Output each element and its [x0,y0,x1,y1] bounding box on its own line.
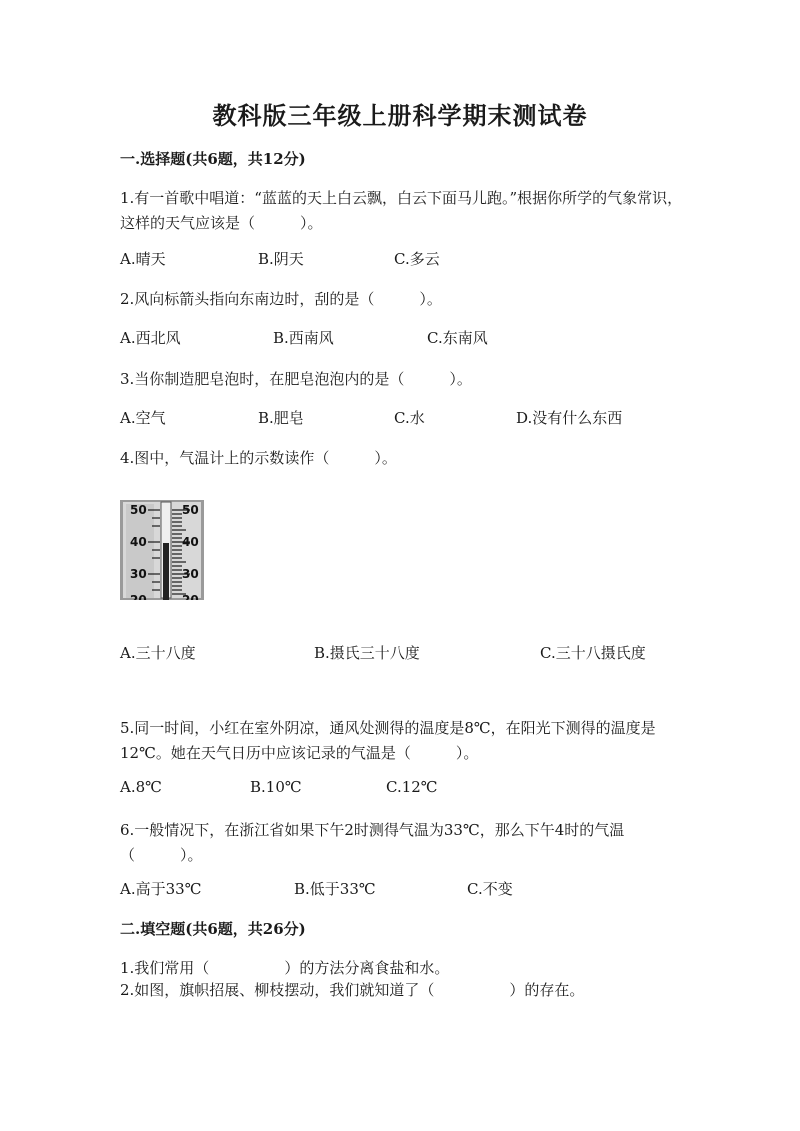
question-2-option-a: A.西北风 [120,329,181,347]
question-5-option-c: C.12℃ [386,778,438,796]
question-3-text: 3.当你制造肥皂泡时，在肥皂泡泡内的是（ ）。 [120,370,472,388]
question-3-option-d: D.没有什么东西 [516,409,623,427]
thermometer-figure [120,500,204,600]
question-1-option-b: B.阴天 [258,250,304,268]
question-3-option-b: B.肥皂 [258,409,304,427]
question-4-option-a: A.三十八度 [120,644,196,662]
section-heading-choice: 一.选择题(共6题，共12分) [120,150,306,168]
section-heading-fill: 二.填空题(共6题，共26分) [120,920,306,938]
question-4-option-c: C.三十八摄氏度 [540,644,646,662]
thermometer-label-40-right: 40 [182,535,199,549]
question-4-text: 4.图中，气温计上的示数读作（ ）。 [120,449,397,467]
fill-question-1-text: 1.我们常用（ ）的方法分离食盐和水。 [120,959,450,977]
question-5-option-b: B.10℃ [250,778,302,796]
question-6-text: 6.一般情况下，在浙江省如果下午2时测得气温为33℃，那么下午4时的气温（ ）。 [120,821,625,864]
fill-question-2-text: 2.如图，旗帜招展、柳枝摆动，我们就知道了（ ）的存在。 [120,981,585,999]
question-1-text: 1.有一首歌中唱道：“蓝蓝的天上白云飘，白云下面马儿跑。”根据你所学的气象常识，这样的天气应该是（ ）。 [120,189,683,232]
question-2-text: 2.风向标箭头指向东南边时，刮的是（ ）。 [120,290,442,308]
question-3-option-c: C.水 [394,409,425,427]
question-1-option-c: C.多云 [394,250,440,268]
question-6-option-c: C.不变 [467,880,513,898]
thermometer-label-20-right: 20 [182,593,199,600]
thermometer-label-40: 40 [130,535,147,549]
thermometer-label-50-right: 50 [182,503,199,517]
thermometer-label-20: 20 [130,593,147,600]
thermometer-label-30-right: 30 [182,567,199,581]
thermometer-label-50: 50 [130,503,147,517]
question-5-option-a: A.8℃ [120,778,162,796]
thermometer-label-30: 30 [130,567,147,581]
question-4-option-b: B.摄氏三十八度 [314,644,420,662]
question-5-text: 5.同一时间，小红在室外阴凉，通风处测得的温度是8℃，在阳光下测得的温度是12℃。她在天气日历中应该记录的气温是（ ）。 [120,719,656,762]
question-3-option-a: A.空气 [120,409,166,427]
question-2-option-c: C.东南风 [427,329,488,347]
question-1-option-a: A.晴天 [120,250,166,268]
page-title: 教科版三年级上册科学期末测试卷 [212,101,588,130]
question-6-option-a: A.高于33℃ [120,880,202,898]
question-6-option-b: B.低于33℃ [294,880,376,898]
question-2-option-b: B.西南风 [273,329,334,347]
